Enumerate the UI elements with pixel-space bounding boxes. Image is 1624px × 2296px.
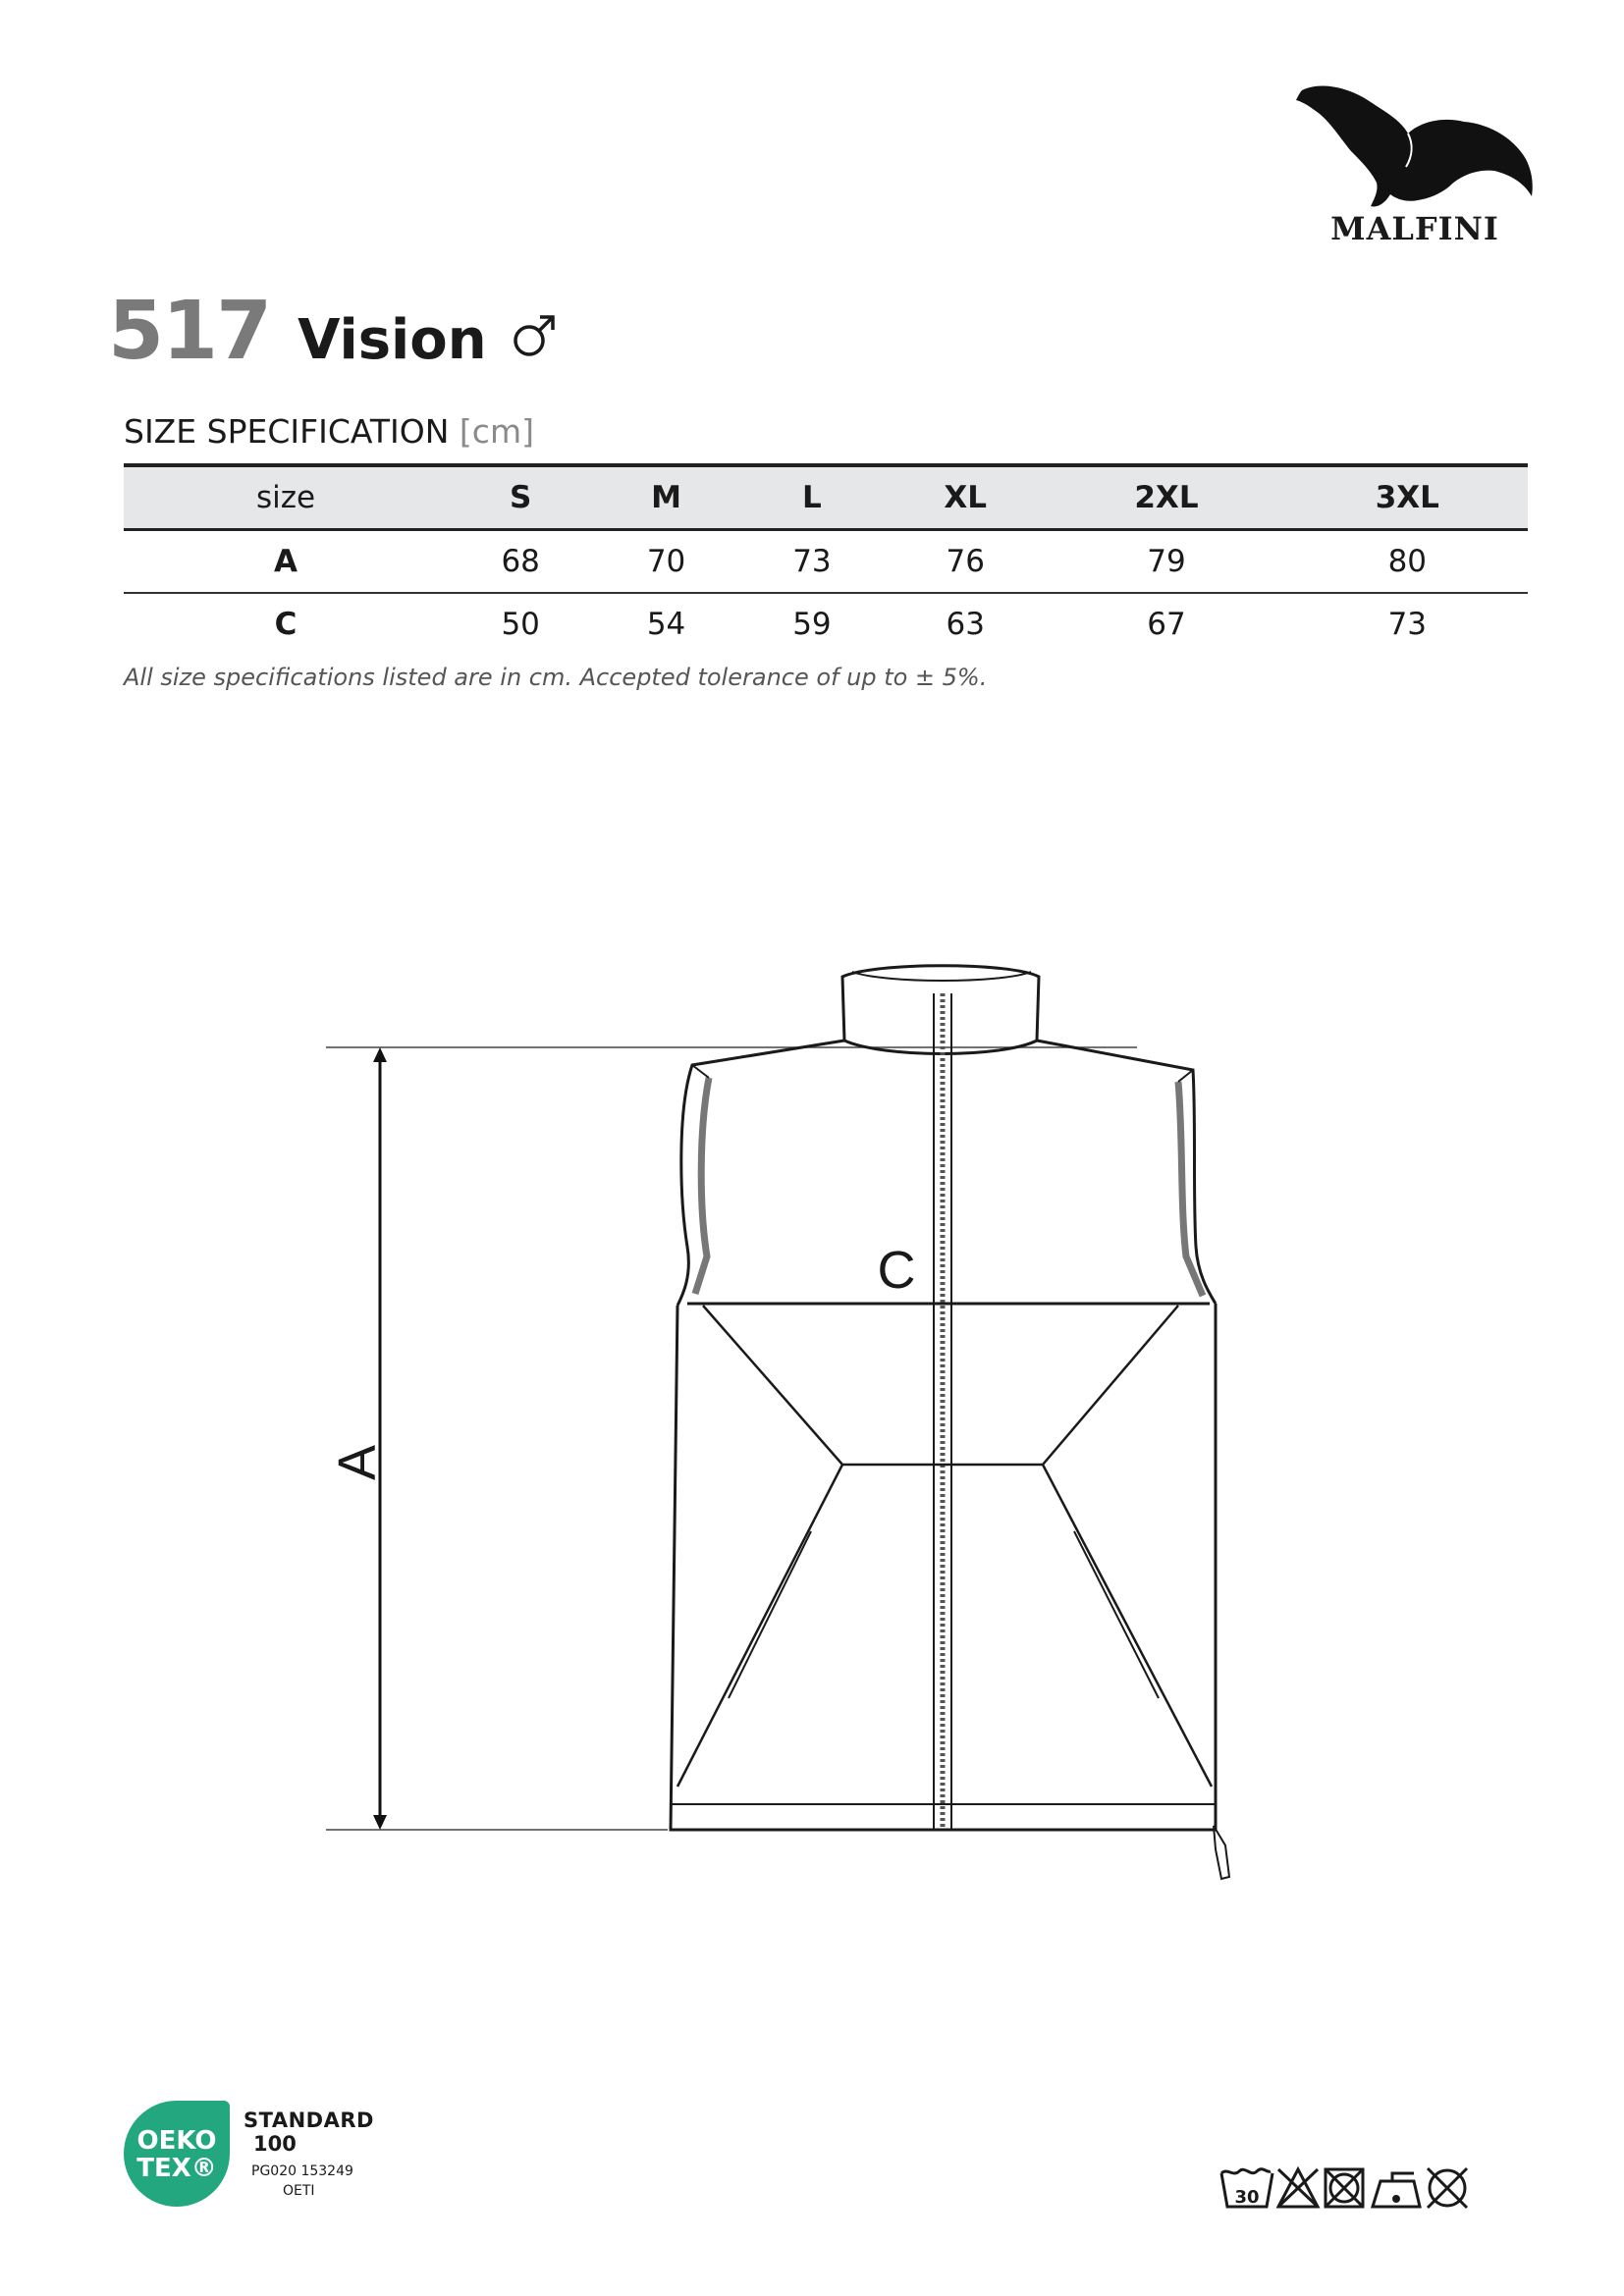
no-dry-clean-icon bbox=[1428, 2168, 1467, 2208]
table-cell: 76 bbox=[946, 544, 985, 579]
size-header-m: M bbox=[593, 465, 738, 530]
table-cell: 50 bbox=[501, 607, 540, 642]
male-symbol-icon bbox=[511, 312, 558, 359]
row-label: C bbox=[274, 607, 298, 642]
table-cell: 63 bbox=[946, 607, 985, 642]
oeko-standard-number: 100 bbox=[253, 2132, 297, 2156]
oeko-tex-badge bbox=[124, 2101, 230, 2207]
table-cell: 70 bbox=[646, 544, 686, 579]
table-cell: 73 bbox=[792, 544, 832, 579]
table-cell: 68 bbox=[501, 544, 540, 579]
wash-temp-label: 30 bbox=[1234, 2187, 1260, 2208]
table-row bbox=[124, 530, 1528, 594]
dimension-a bbox=[326, 1047, 1137, 1830]
size-column-header: size bbox=[124, 465, 448, 530]
no-bleach-icon bbox=[1278, 2169, 1318, 2207]
oeko-badge-line1: OEKO bbox=[136, 2126, 217, 2156]
oeko-institute: OETI bbox=[283, 2183, 315, 2199]
table-cell: 73 bbox=[1387, 607, 1428, 642]
brand-name: MALFINI bbox=[1330, 210, 1499, 247]
iron-low-icon bbox=[1373, 2173, 1420, 2207]
size-header-xl: XL bbox=[885, 465, 1046, 530]
product-number: 517 bbox=[108, 285, 271, 378]
table-cell: 54 bbox=[646, 607, 686, 642]
size-header-2xl: 2XL bbox=[1046, 465, 1286, 530]
size-spec-heading bbox=[124, 412, 534, 451]
table-header-row bbox=[124, 465, 1528, 530]
vest-outline bbox=[671, 966, 1229, 1879]
oeko-standard-label: STANDARD bbox=[244, 2109, 374, 2132]
table-cell: 59 bbox=[792, 607, 832, 642]
oeko-certificate-code: PG020 153249 bbox=[251, 2163, 353, 2179]
tolerance-note: All size specifications listed are in cm. Accepted tolerance of up to ± 5%. bbox=[124, 664, 988, 691]
brand-logo bbox=[1292, 80, 1538, 257]
table-cell: 79 bbox=[1147, 544, 1186, 579]
row-label: A bbox=[274, 544, 298, 579]
product-title bbox=[108, 285, 558, 378]
care-symbols bbox=[1218, 2160, 1512, 2218]
product-name: Vision bbox=[298, 308, 487, 372]
oeko-badge-line2: TEX® bbox=[136, 2154, 217, 2183]
vest-drawing bbox=[0, 933, 1624, 1904]
oeko-tex-certification bbox=[124, 2101, 379, 2209]
table-row bbox=[124, 593, 1528, 655]
size-header-l: L bbox=[739, 465, 885, 530]
dimension-a-label: A bbox=[328, 1444, 387, 1481]
dimension-c-label: C bbox=[877, 1241, 916, 1300]
size-header-3xl: 3XL bbox=[1287, 465, 1528, 530]
no-tumble-dry-icon bbox=[1326, 2169, 1363, 2207]
table-cell: 80 bbox=[1387, 544, 1428, 579]
size-table bbox=[124, 463, 1528, 655]
size-spec-title: SIZE SPECIFICATION bbox=[124, 412, 450, 451]
eagle-logo-icon bbox=[1292, 80, 1538, 208]
size-spec-unit: [cm] bbox=[459, 412, 534, 451]
table-cell: 67 bbox=[1147, 607, 1186, 642]
size-header-s: S bbox=[448, 465, 593, 530]
wash-30-icon bbox=[1221, 2169, 1272, 2208]
